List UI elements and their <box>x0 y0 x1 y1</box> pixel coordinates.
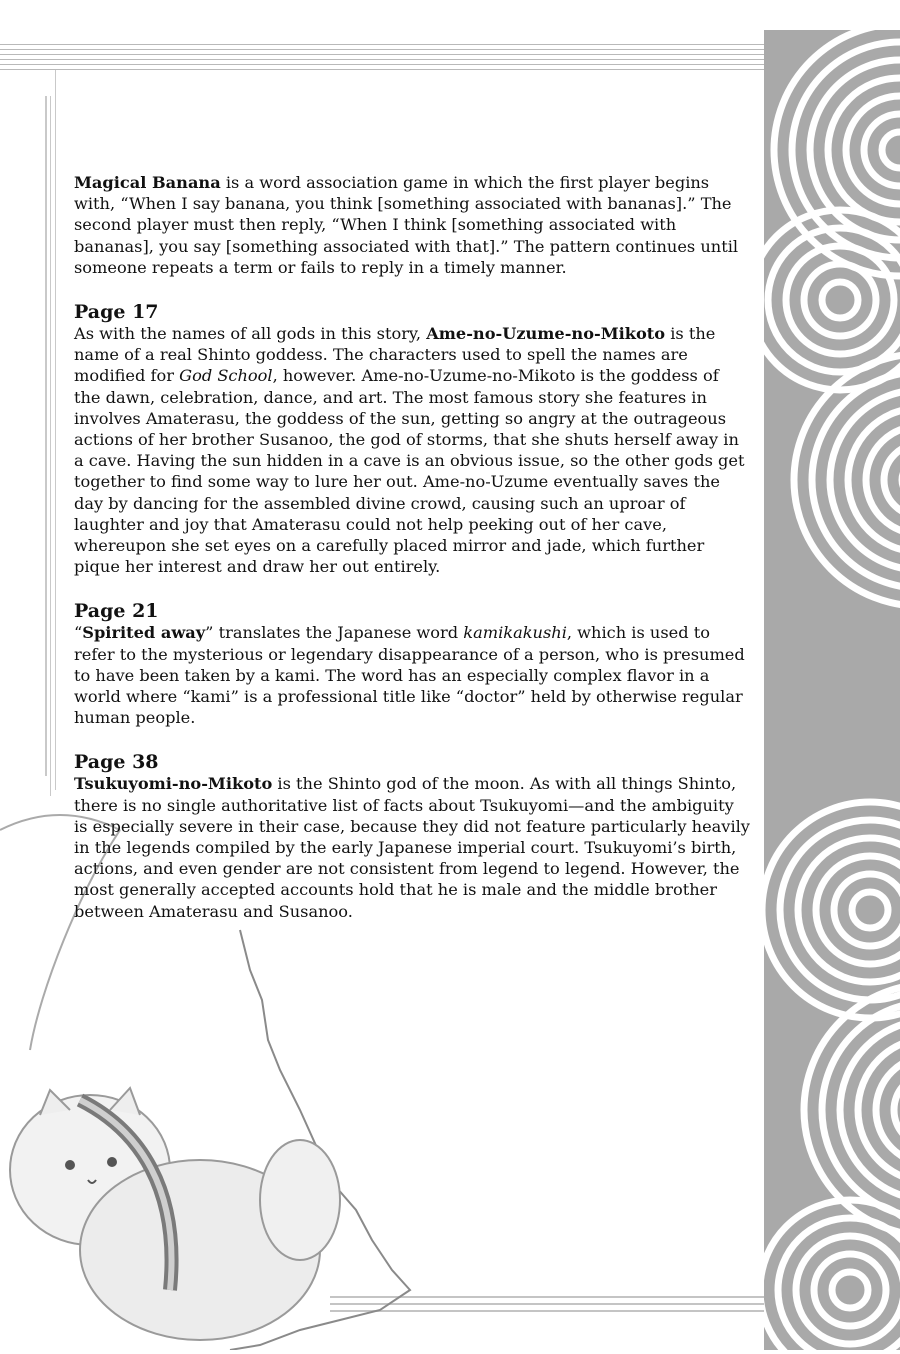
paragraph-page-17 <box>74 323 750 577</box>
page-21-text-a: ” translates the Japanese word <box>205 623 464 643</box>
term-ame-no-uzume: Ame-no-Uzume-no-Mikoto <box>426 324 666 344</box>
page-21-open-quote: “ <box>74 623 83 643</box>
page-21-text-b: , which is used to refer to the mysterious or legendary disappearance of a person, who is presumed to have been taken by a kami. The word has an especially complex flavor in a world where “kami” is a professional title like “doctor” held by otherwise regular human people. <box>74 623 745 728</box>
page-17-text-b: is the name of a real Shinto goddess. The characters used to spell the names are modified for <box>74 324 716 386</box>
wave-pattern-icon <box>764 30 900 1350</box>
word-kamikakushi: kamikakushi <box>463 623 567 643</box>
intro-paragraph <box>74 172 750 278</box>
heading-page-38: Page 38 <box>74 751 159 774</box>
left-vertical-rule-2 <box>50 96 51 796</box>
term-spirited-away: Spirited away <box>82 623 206 643</box>
intro-text: is a word association game in which the first player begins with, “When I say banana, you think [something associated with bananas].” The second player must then reply, “When I think [something associated with bananas], you say [something associated with that].” The pattern continues until someone repeats a term or fails to reply in a timely manner. <box>74 173 739 277</box>
glossary-notes <box>74 172 750 922</box>
paragraph-page-21 <box>74 622 750 728</box>
term-magical-banana: Magical Banana <box>74 173 221 192</box>
title-god-school: God School <box>179 366 273 386</box>
left-vertical-rule-3 <box>55 70 56 790</box>
term-tsukuyomi: Tsukuyomi-no-Mikoto <box>74 774 273 794</box>
paragraph-page-38 <box>74 773 750 921</box>
left-vertical-rule <box>45 96 47 776</box>
page-17-text-a: As with the names of all gods in this story, <box>74 324 427 344</box>
page-38-text: is the Shinto god of the moon. As with all things Shinto, there is no single authoritative list of facts about Tsukuyomi—and the ambiguity is especially severe in their case, because they did not feature particularly heavily in the legends compiled by the early Japanese imperial court. Tsukuyomi’s birth, actions, and even gender are not consistent from legend to legend. However, the most generally accepted accounts hold that he is male and the middle brother between Amaterasu and Susanoo. <box>74 774 750 921</box>
page-17-text-c: , however. Ame-no-Uzume-no-Mikoto is the goddess of the dawn, celebration, dance, and art. The most famous story she features in involves Amaterasu, the goddess of the sun, getting so angry at the outrageous actions of her brother Susanoo, the god of storms, that she shuts herself away in a cave. Having the sun hidden in a cave is an obvious issue, so the other gods get together to find some way to lure her out. Ame-no-Uzume eventually saves the day by dancing for the assembled divine crowd, causing such an uproar of laughter and joy that Amaterasu could not help peeking out of her cave, whereupon she set eyes on a carefully placed mirror and jade, which further pique her interest and draw her out entirely. <box>74 366 745 577</box>
heading-page-17: Page 17 <box>74 301 159 324</box>
top-rule-lines <box>0 44 765 70</box>
heading-page-21: Page 21 <box>74 600 159 623</box>
